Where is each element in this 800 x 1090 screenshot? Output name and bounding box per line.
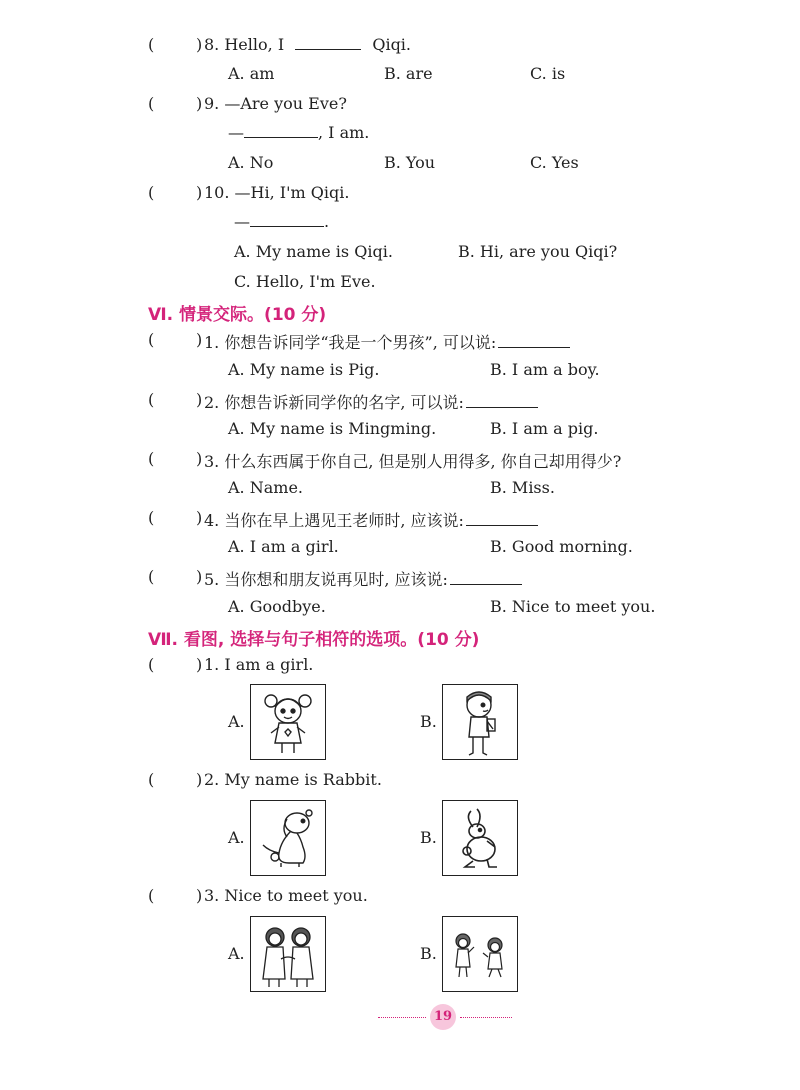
answer-paren-open: (	[148, 183, 155, 202]
question-8-stem-post: Qiqi.	[372, 35, 412, 54]
question-6-5-stem	[204, 567, 522, 590]
option-b-label: B.	[420, 828, 437, 847]
answer-paren-open: (	[148, 655, 155, 674]
option-c: C. Yes	[530, 153, 579, 172]
answer-paren-close: )	[196, 183, 203, 202]
answer-paren-open: (	[148, 770, 155, 789]
option-a: A. am	[228, 64, 275, 83]
answer-paren-close: )	[196, 390, 203, 409]
page-footer	[378, 1004, 512, 1030]
option-a: A. Name.	[228, 478, 303, 497]
question-7-1-stem: 1. I am a girl.	[204, 655, 314, 674]
option-a: A. My name is Mingming.	[228, 419, 437, 438]
option-a: A. I am a girl.	[228, 537, 339, 556]
question-9-reply	[228, 123, 369, 142]
dog-picture[interactable]	[250, 800, 326, 876]
page-number: 19	[430, 1004, 456, 1030]
option-b: B. Nice to meet you.	[490, 597, 656, 616]
answer-paren-close: )	[196, 886, 203, 905]
two-kids-icon	[443, 917, 517, 991]
answer-paren-open: (	[148, 449, 155, 468]
option-b: B. Miss.	[490, 478, 555, 497]
question-10-stem: 10. —Hi, I'm Qiqi.	[204, 183, 350, 202]
option-b: B. I am a pig.	[490, 419, 599, 438]
question-6-4-stem	[204, 508, 538, 531]
option-b-label: B.	[420, 944, 437, 963]
option-c: C. Hello, I'm Eve.	[234, 272, 376, 291]
option-c: C. is	[530, 64, 566, 83]
option-b: B. I am a boy.	[490, 360, 600, 379]
question-6-3-stem: 3. 什么东西属于你自己, 但是别人用得多, 你自己却用得少?	[204, 452, 622, 471]
answer-paren-close: )	[196, 655, 203, 674]
answer-paren-open: (	[148, 94, 155, 113]
answer-paren-close: )	[196, 770, 203, 789]
answer-paren-open: (	[148, 886, 155, 905]
reply-text: .	[324, 212, 330, 231]
two-girls-picture[interactable]	[250, 916, 326, 992]
question-10-reply	[234, 212, 329, 231]
answer-paren-open: (	[148, 508, 155, 527]
answer-paren-open: (	[148, 330, 155, 349]
question-6-2-stem	[204, 390, 538, 413]
answer-blank[interactable]	[466, 511, 538, 526]
question-8-stem-pre: 8. Hello, I	[204, 35, 285, 54]
rabbit-icon	[443, 801, 517, 875]
girl-icon	[251, 685, 325, 759]
boy-icon	[443, 685, 517, 759]
two-girls-icon	[251, 917, 325, 991]
dog-icon	[251, 801, 325, 875]
stem-text: 4. 当你在早上遇见王老师时, 应该说:	[204, 511, 464, 530]
answer-paren-close: )	[196, 567, 203, 586]
stem-text: 5. 当你想和朋友说再见时, 应该说:	[204, 570, 448, 589]
option-a: A. My name is Pig.	[228, 360, 380, 379]
option-b: B. Hi, are you Qiqi?	[458, 242, 618, 261]
answer-blank[interactable]	[498, 333, 570, 348]
answer-paren-close: )	[196, 35, 203, 54]
answer-paren-close: )	[196, 94, 203, 113]
question-7-2-stem: 2. My name is Rabbit.	[204, 770, 382, 789]
two-kids-picture[interactable]	[442, 916, 518, 992]
question-6-1-stem	[204, 330, 570, 353]
stem-text: 1. 你想告诉同学“我是一个男孩”, 可以说:	[204, 333, 497, 352]
answer-blank[interactable]	[466, 393, 538, 408]
rabbit-picture[interactable]	[442, 800, 518, 876]
option-a: A. No	[228, 153, 274, 172]
answer-blank[interactable]	[250, 212, 324, 227]
question-8-stem	[204, 35, 411, 54]
answer-paren-open: (	[148, 35, 155, 54]
option-b: B. are	[384, 64, 433, 83]
answer-blank[interactable]	[450, 570, 522, 585]
question-9-stem: 9. —Are you Eve?	[204, 94, 347, 113]
stem-text: 2. 你想告诉新同学你的名字, 可以说:	[204, 393, 464, 412]
dash: —	[234, 212, 250, 231]
answer-paren-open: (	[148, 567, 155, 586]
section-7-title: Ⅶ. 看图, 选择与句子相符的选项。(10 分)	[148, 630, 480, 650]
option-a: A. Goodbye.	[228, 597, 326, 616]
answer-paren-close: )	[196, 449, 203, 468]
footer-divider-left	[378, 1017, 426, 1018]
answer-paren-close: )	[196, 330, 203, 349]
section-6-title: Ⅵ. 情景交际。(10 分)	[148, 305, 327, 325]
dash: —	[228, 123, 244, 142]
footer-divider-right	[460, 1017, 512, 1018]
reply-text: , I am.	[318, 123, 370, 142]
option-a-label: A.	[228, 944, 245, 963]
option-a: A. My name is Qiqi.	[234, 242, 393, 261]
option-b: B. Good morning.	[490, 537, 633, 556]
girl-picture[interactable]	[250, 684, 326, 760]
option-a-label: A.	[228, 712, 245, 731]
option-a-label: A.	[228, 828, 245, 847]
boy-picture[interactable]	[442, 684, 518, 760]
question-7-3-stem: 3. Nice to meet you.	[204, 886, 368, 905]
answer-paren-close: )	[196, 508, 203, 527]
option-b-label: B.	[420, 712, 437, 731]
answer-paren-open: (	[148, 390, 155, 409]
answer-blank[interactable]	[295, 35, 361, 50]
answer-blank[interactable]	[244, 123, 318, 138]
option-b: B. You	[384, 153, 436, 172]
